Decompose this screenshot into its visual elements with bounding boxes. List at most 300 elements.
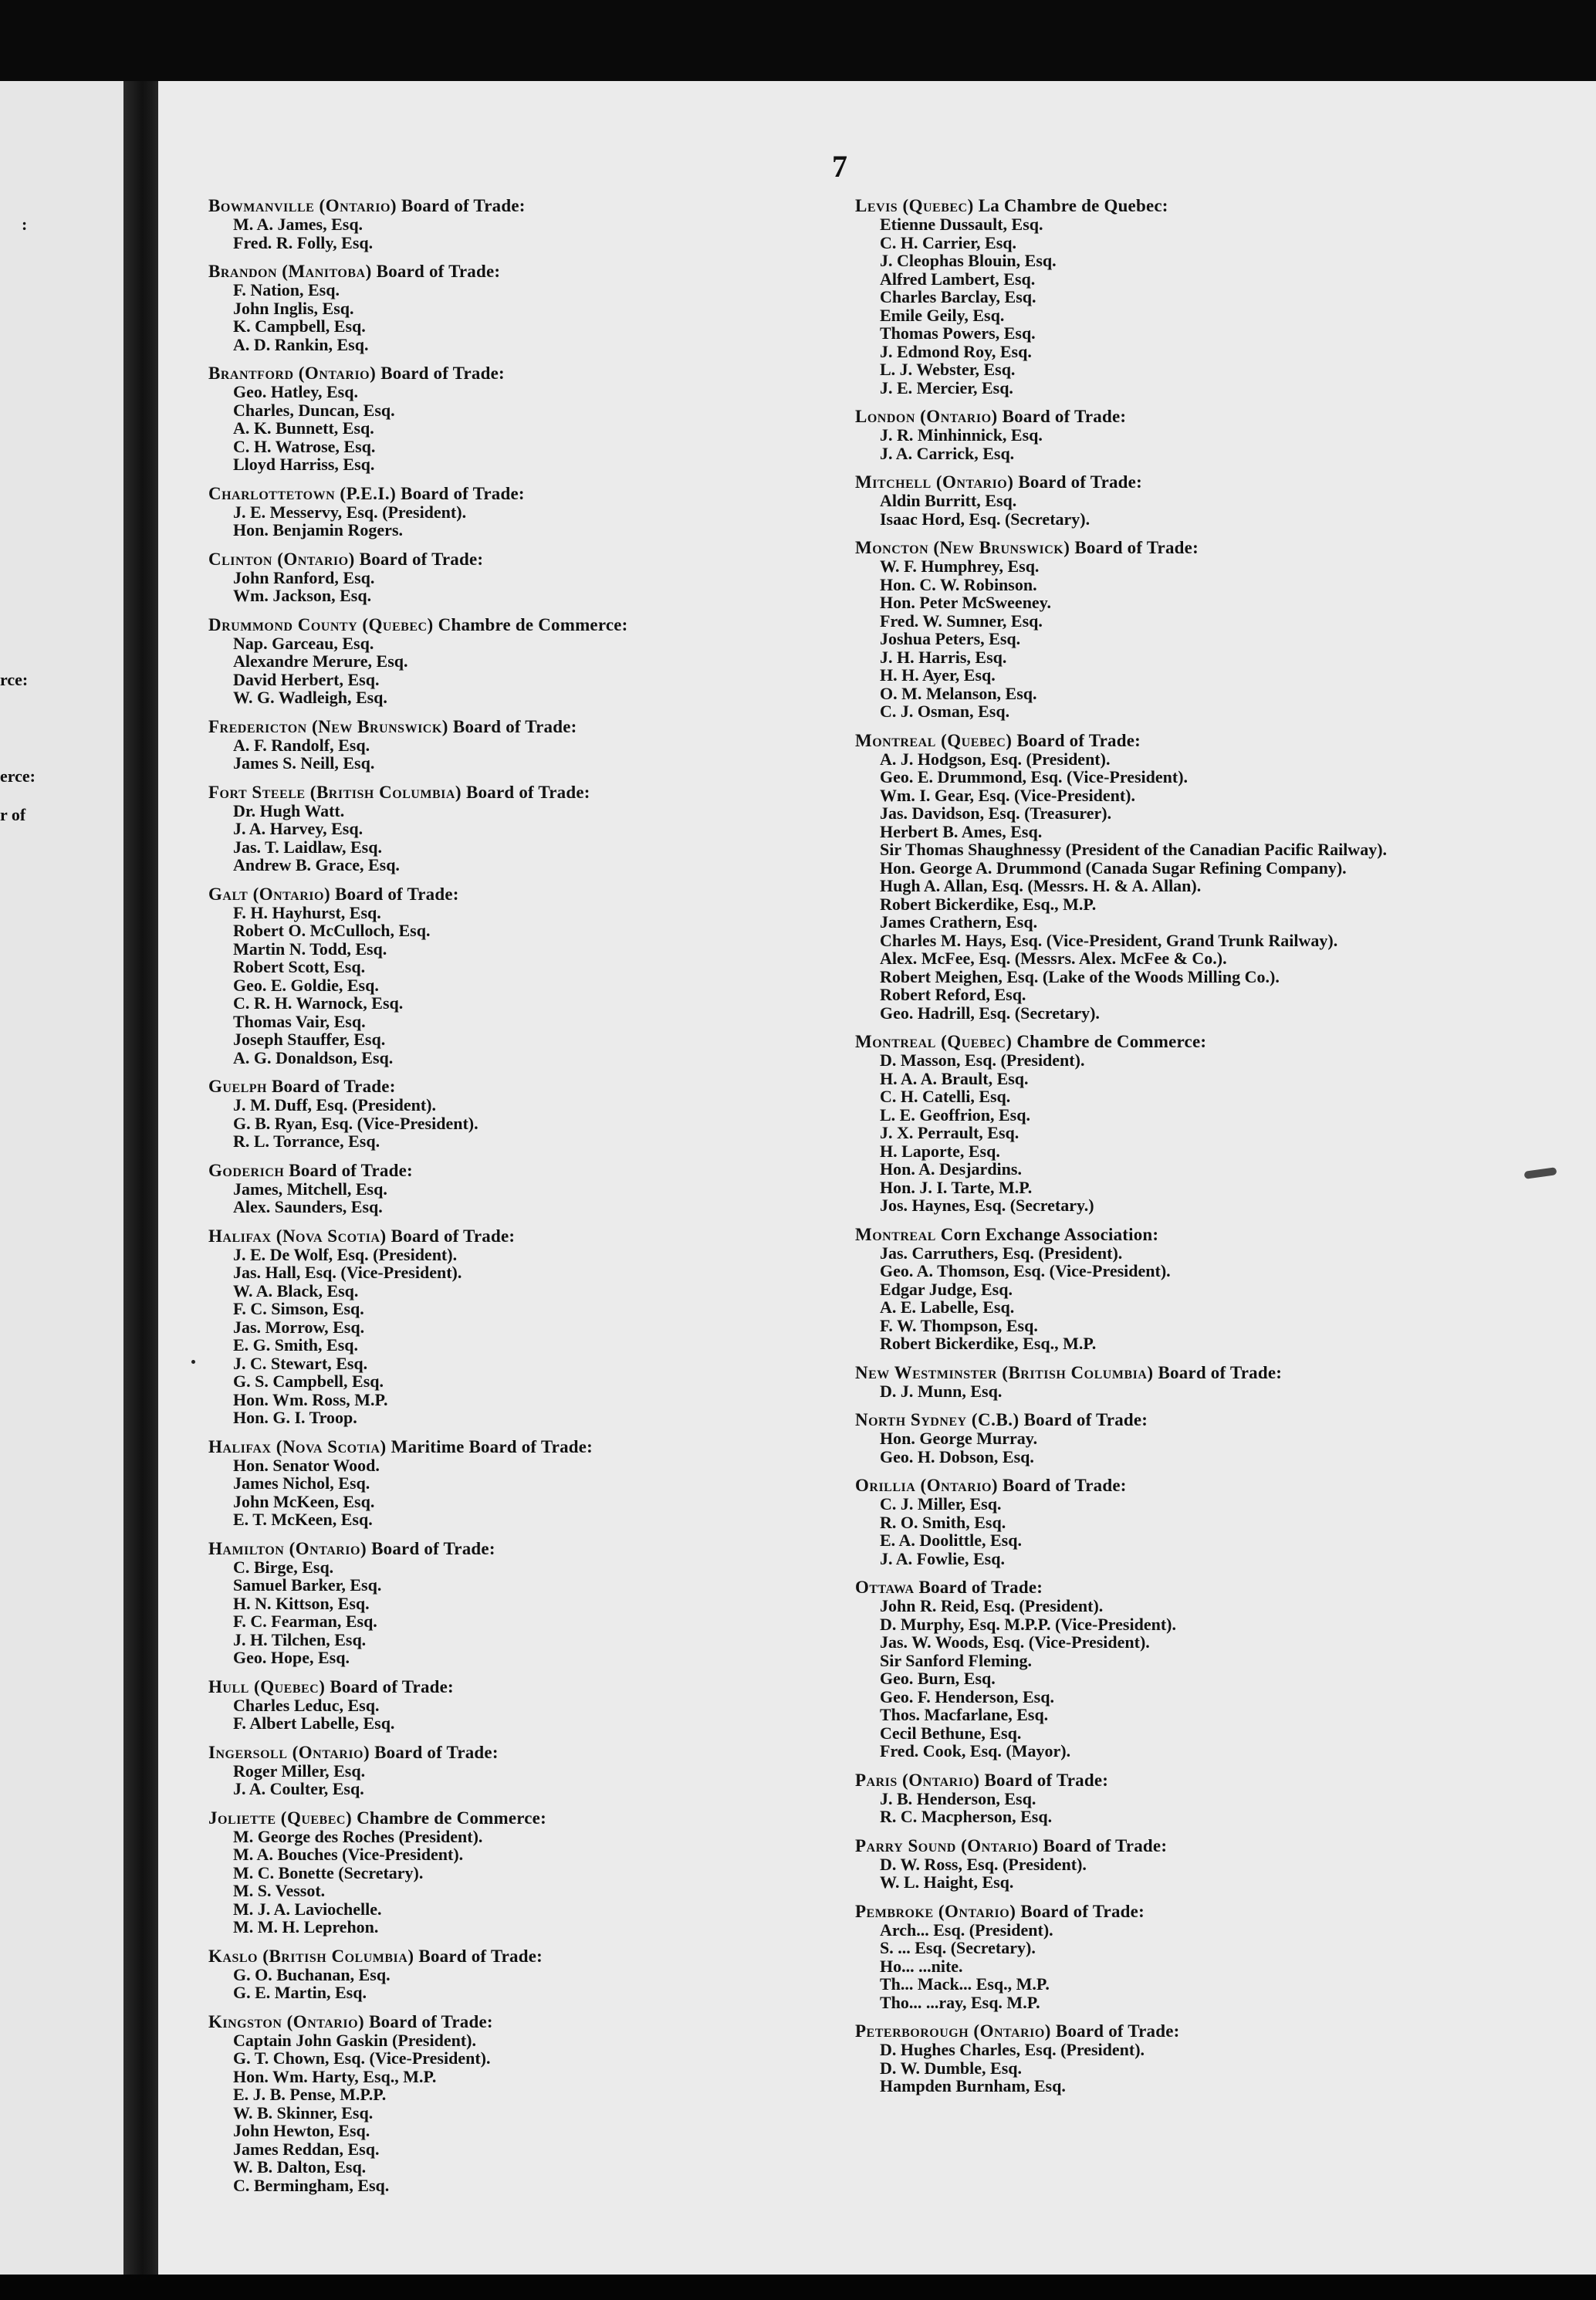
board-type: Board of Trade: — [1050, 2021, 1180, 2041]
board-entry — [208, 1809, 888, 1936]
member-name: M. A. Bouches (Vice-President). — [233, 1845, 464, 1864]
member-name: J. C. Stewart, Esq. — [233, 1353, 368, 1373]
board-heading — [208, 2013, 888, 2031]
board-city: Moncton (New Brunswick) — [855, 538, 1070, 557]
board-entry — [855, 1033, 1550, 1215]
member-name: D. W. Ross, Esq. (President). — [880, 1854, 1087, 1874]
member-name: S. ... Esq. (Secretary). — [880, 1938, 1036, 1957]
member-name: Robert Bickerdike, Esq., M.P. — [880, 894, 1097, 914]
board-heading — [208, 197, 888, 215]
member-name: C. Bermingham, Esq. — [233, 2175, 390, 2195]
member-name: A. G. Donaldson, Esq. — [233, 1047, 394, 1067]
member-name: Hampden Burnham, Esq. — [880, 2076, 1066, 2095]
board-type: Board of Trade: — [914, 1578, 1043, 1597]
member-name: D. Masson, Esq. (President). — [880, 1050, 1085, 1070]
board-entry — [208, 885, 888, 1067]
board-entry — [855, 1364, 1550, 1401]
board-type: Board of Trade: — [1012, 730, 1141, 750]
member-name: Th... Mack... Esq., M.P. — [880, 1974, 1050, 1994]
board-entry — [208, 1162, 888, 1216]
board-city: Guelph — [208, 1077, 268, 1096]
board-heading — [208, 485, 888, 503]
board-heading — [208, 1947, 888, 1966]
board-entry — [208, 2013, 888, 2195]
member-name: Robert Meighen, Esq. (Lake of the Woods Milling Co.). — [880, 966, 1280, 986]
ink-dot — [191, 1360, 195, 1364]
member-name: David Herbert, Esq. — [233, 669, 380, 689]
board-type: Board of Trade: — [979, 1770, 1109, 1790]
member-name: H. Laporte, Esq. — [880, 1141, 1000, 1161]
board-heading — [855, 2022, 1550, 2041]
board-heading — [855, 1837, 1550, 1855]
board-city: Clinton (Ontario) — [208, 549, 355, 569]
member-name: W. G. Wadleigh, Esq. — [233, 688, 387, 707]
member-name: Jas. Morrow, Esq. — [233, 1317, 365, 1337]
board-heading — [855, 732, 1550, 750]
member-name: Roger Miller, Esq. — [233, 1761, 366, 1781]
board-city: Ottawa — [855, 1578, 915, 1597]
board-entry — [208, 197, 888, 252]
member-name: Charles Leduc, Esq. — [233, 1695, 380, 1715]
board-heading — [208, 1438, 888, 1456]
board-entry — [855, 1903, 1550, 2012]
board-type: Board of Trade: — [414, 1946, 543, 1966]
member-name: M. C. Bonette (Secretary). — [233, 1862, 424, 1882]
board-entry — [855, 473, 1550, 528]
member-name: Hugh A. Allan, Esq. (Messrs. H. & A. Allan). — [880, 876, 1202, 895]
board-entry — [855, 1411, 1550, 1466]
member-name: Hon. George A. Drummond (Canada Sugar Refining Company). — [880, 857, 1347, 878]
board-city: Orillia (Ontario) — [855, 1476, 999, 1495]
board-type: Board of Trade: — [397, 196, 526, 215]
member-name: Aldin Burritt, Esq. — [880, 491, 1017, 510]
member-name: G. B. Ryan, Esq. (Vice-President). — [233, 1113, 478, 1133]
board-city: Kingston (Ontario) — [208, 2011, 365, 2031]
previous-page-fragment: r of — [0, 805, 26, 824]
board-city: Hull (Quebec) — [208, 1676, 326, 1696]
member-name: H. A. A. Brault, Esq. — [880, 1068, 1029, 1088]
member-name: D. W. Dumble, Esq. — [880, 2058, 1023, 2078]
previous-page-edge — [0, 81, 130, 2275]
member-name: J. A. Carrick, Esq. — [880, 443, 1015, 463]
member-name: Geo. Hadrill, Esq. (Secretary). — [880, 1003, 1100, 1023]
member-name: Etienne Dussault, Esq. — [880, 215, 1043, 234]
board-city: Galt (Ontario) — [208, 884, 331, 904]
board-heading — [208, 1227, 888, 1246]
member-name: J. H. Harris, Esq. — [880, 647, 1007, 667]
member-name: John McKeen, Esq. — [233, 1491, 375, 1511]
board-type: Board of Trade: — [370, 1742, 499, 1762]
board-heading — [855, 1578, 1550, 1597]
board-type: Board of Trade: — [267, 1077, 396, 1096]
member-name: J. A. Harvey, Esq. — [233, 819, 363, 838]
member-name: Thos. Macfarlane, Esq. — [880, 1705, 1049, 1724]
member-name: Joseph Stauffer, Esq. — [233, 1030, 386, 1049]
board-type: Board of Trade: — [371, 262, 501, 281]
member-name: Fred. R. Folly, Esq. — [233, 232, 374, 252]
member-name: F. Albert Labelle, Esq. — [233, 1713, 395, 1733]
member-name: W. B. Skinner, Esq. — [233, 2102, 374, 2122]
member-name: W. A. Black, Esq. — [233, 1280, 359, 1301]
member-name: A. F. Randolf, Esq. — [233, 735, 370, 755]
member-name: Ho... ...nite. — [880, 1956, 963, 1976]
member-name: Fred. W. Sumner, Esq. — [880, 611, 1043, 631]
board-entry — [855, 732, 1550, 1023]
member-name: Geo. F. Henderson, Esq. — [880, 1686, 1054, 1706]
member-name: James Nichol, Esq. — [233, 1473, 370, 1493]
member-name: Hon. A. Desjardins. — [880, 1159, 1022, 1179]
member-name: Nap. Garceau, Esq. — [233, 633, 374, 653]
member-name: C. H. Carrier, Esq. — [880, 232, 1017, 252]
board-entry — [208, 485, 888, 539]
member-name: Geo. Hope, Esq. — [233, 1648, 350, 1667]
board-heading — [208, 1678, 888, 1696]
member-name: James, Mitchell, Esq. — [233, 1179, 387, 1199]
board-city: Pembroke (Ontario) — [855, 1901, 1016, 1921]
board-entry — [855, 539, 1550, 721]
member-name: Jas. Carruthers, Esq. (President). — [880, 1243, 1123, 1263]
board-type: Board of Trade: — [354, 549, 484, 569]
board-heading — [855, 1476, 1550, 1495]
member-name: A. E. Labelle, Esq. — [880, 1297, 1015, 1317]
member-name: H. N. Kittson, Esq. — [233, 1593, 370, 1613]
board-city: Montreal — [855, 1224, 936, 1244]
member-name: Edgar Judge, Esq. — [880, 1279, 1013, 1299]
member-name: W. B. Dalton, Esq. — [233, 2157, 367, 2177]
member-name: Arch... Esq. (President). — [880, 1919, 1053, 1940]
member-name: Alexandre Merure, Esq. — [233, 651, 408, 671]
member-name: John Inglis, Esq. — [233, 298, 354, 318]
board-city: Brantford (Ontario) — [208, 364, 377, 383]
member-name: J. Cleophas Blouin, Esq. — [880, 251, 1057, 270]
member-name: E. T. McKeen, Esq. — [233, 1510, 373, 1529]
previous-page-fragment: erce: — [0, 766, 36, 786]
board-entry — [208, 1678, 888, 1733]
member-name: E. A. Doolittle, Esq. — [880, 1531, 1022, 1550]
member-name: Jas. T. Laidlaw, Esq. — [233, 837, 382, 857]
member-name: R. O. Smith, Esq. — [880, 1512, 1006, 1532]
board-entry — [855, 1226, 1550, 1353]
board-type: Board of Trade: — [997, 407, 1127, 426]
board-type: Board of Trade: — [376, 364, 505, 383]
member-name: Martin N. Todd, Esq. — [233, 939, 387, 959]
board-entry — [208, 783, 888, 874]
board-entry — [208, 1744, 888, 1798]
member-name: James S. Neill, Esq. — [233, 753, 375, 773]
member-name: M. A. James, Esq. — [233, 215, 363, 234]
member-name: H. H. Ayer, Esq. — [880, 665, 996, 685]
member-name: Dr. Hugh Watt. — [233, 800, 345, 820]
board-type: La Chambre de Quebec: — [973, 196, 1168, 215]
board-city: Levis (Quebec) — [855, 196, 974, 215]
board-city: Peterborough (Ontario) — [855, 2021, 1051, 2041]
previous-page-fragment: : — [22, 215, 28, 234]
member-name: A. K. Bunnett, Esq. — [233, 418, 374, 438]
member-name: C. H. Catelli, Esq. — [880, 1087, 1011, 1106]
member-name: Alex. Saunders, Esq. — [233, 1197, 383, 1216]
member-name: Geo. E. Drummond, Esq. (Vice-President). — [880, 767, 1189, 786]
member-name: G. S. Campbell, Esq. — [233, 1372, 384, 1391]
member-name: J. H. Tilchen, Esq. — [233, 1629, 367, 1649]
member-name: Hon. C. W. Robinson. — [880, 574, 1037, 594]
board-city: Paris (Ontario) — [855, 1770, 980, 1790]
member-name: R. L. Torrance, Esq. — [233, 1131, 380, 1151]
member-name: J. M. Duff, Esq. (President). — [233, 1095, 436, 1114]
board-type: Chambre de Commerce: — [433, 614, 628, 634]
board-heading — [208, 364, 888, 383]
member-name: Samuel Barker, Esq. — [233, 1575, 382, 1595]
member-name: Lloyd Harriss, Esq. — [233, 455, 375, 474]
board-type: Board of Trade: — [1038, 1835, 1168, 1855]
board-type: Board of Trade: — [448, 716, 577, 736]
board-type: Board of Trade: — [1070, 538, 1199, 557]
board-city: Kaslo (British Columbia) — [208, 1946, 414, 1966]
board-type: Board of Trade: — [998, 1476, 1127, 1495]
member-name: F. C. Simson, Esq. — [233, 1299, 364, 1318]
member-name: A. J. Hodgson, Esq. (President). — [880, 749, 1111, 769]
member-name: Geo. Hatley, Esq. — [233, 382, 358, 401]
board-type: Board of Trade: — [1013, 472, 1142, 492]
board-city: Joliette (Quebec) — [208, 1808, 353, 1828]
member-name: Robert Scott, Esq. — [233, 957, 366, 976]
member-name: John Ranford, Esq. — [233, 567, 375, 587]
board-heading — [855, 1411, 1550, 1429]
member-name: Geo. A. Thomson, Esq. (Vice-President). — [880, 1261, 1171, 1280]
board-city: Fort Steele (British Columbia) — [208, 782, 462, 802]
member-name: L. J. Webster, Esq. — [880, 360, 1016, 379]
member-name: M. S. Vessot. — [233, 1881, 326, 1900]
member-name: J. E. De Wolf, Esq. (President). — [233, 1244, 458, 1264]
member-name: G. T. Chown, Esq. (Vice-President). — [233, 2048, 491, 2068]
member-name: J. X. Perrault, Esq. — [880, 1123, 1019, 1142]
member-name: Charles Barclay, Esq. — [880, 287, 1036, 306]
board-heading — [208, 1162, 888, 1180]
board-entry — [208, 718, 888, 773]
member-name: M. George des Roches (President). — [233, 1826, 483, 1846]
member-name: Alex. McFee, Esq. (Messrs. Alex. McFee & Co.). — [880, 949, 1227, 968]
member-name: Hon. Wm. Harty, Esq., M.P. — [233, 2066, 437, 2086]
board-heading — [208, 1077, 888, 1096]
board-type: Board of Trade: — [364, 2011, 493, 2031]
board-city: New Westminster (British Columbia) — [855, 1362, 1154, 1382]
member-name: K. Campbell, Esq. — [233, 316, 366, 336]
board-city: London (Ontario) — [855, 407, 998, 426]
member-name: Hon. George Murray. — [880, 1429, 1038, 1448]
member-name: C. J. Miller, Esq. — [880, 1494, 1002, 1514]
member-name: Charles M. Hays, Esq. (Vice-President, Grand Trunk Railway). — [880, 930, 1338, 950]
member-name: Hon. J. I. Tarte, M.P. — [880, 1177, 1033, 1197]
board-heading — [855, 1364, 1550, 1382]
left-column — [208, 197, 888, 2205]
board-entry — [208, 616, 888, 707]
member-name: J. R. Minhinnick, Esq. — [880, 425, 1043, 445]
board-type: Board of Trade: — [386, 1226, 516, 1246]
board-city: Drummond County (Quebec) — [208, 614, 434, 634]
member-name: E. J. B. Pense, M.P.P. — [233, 2085, 387, 2104]
member-name: Jas. Hall, Esq. (Vice-President). — [233, 1263, 462, 1282]
member-name: G. O. Buchanan, Esq. — [233, 1964, 391, 1984]
board-entry — [855, 408, 1550, 462]
member-name: F. C. Fearman, Esq. — [233, 1612, 377, 1631]
member-name: C. R. H. Warnock, Esq. — [233, 993, 404, 1013]
member-name: Jas. Davidson, Esq. (Treasurer). — [880, 803, 1112, 823]
right-column — [855, 197, 1550, 2106]
member-name: Charles, Duncan, Esq. — [233, 400, 395, 420]
board-heading — [208, 1540, 888, 1558]
member-name: W. L. Haight, Esq. — [880, 1872, 1014, 1892]
board-type: Board of Trade: — [1153, 1362, 1283, 1382]
member-name: F. W. Thompson, Esq. — [880, 1315, 1038, 1335]
board-city: North Sydney (C.B.) — [855, 1410, 1019, 1429]
member-name: Geo. E. Goldie, Esq. — [233, 975, 379, 995]
board-city: Brandon (Manitoba) — [208, 262, 372, 281]
board-type: Board of Trade: — [367, 1538, 495, 1558]
member-name: D. Hughes Charles, Esq. (President). — [880, 2040, 1145, 2059]
member-name: Wm. Jackson, Esq. — [233, 586, 372, 605]
board-type: Chambre de Commerce: — [352, 1808, 546, 1828]
scan-border — [0, 2275, 1596, 2300]
board-heading — [208, 1744, 888, 1762]
member-name: Geo. H. Dobson, Esq. — [880, 1446, 1034, 1466]
member-name: Tho... ...ray, Esq. M.P. — [880, 1992, 1040, 2012]
member-name: Thomas Powers, Esq. — [880, 323, 1036, 343]
board-city: Bowmanville (Ontario) — [208, 196, 397, 215]
board-entry — [208, 1438, 888, 1529]
board-heading — [855, 1033, 1550, 1051]
board-entry — [208, 1540, 888, 1667]
board-entry — [208, 1227, 888, 1427]
member-name: Hon. Benjamin Rogers. — [233, 520, 403, 539]
member-name: J. A. Fowlie, Esq. — [880, 1548, 1005, 1568]
board-type: Maritime Board of Trade: — [386, 1436, 593, 1456]
member-name: W. F. Humphrey, Esq. — [880, 556, 1040, 576]
member-name: E. G. Smith, Esq. — [233, 1335, 358, 1355]
board-heading — [855, 197, 1550, 215]
member-name: Thomas Vair, Esq. — [233, 1011, 366, 1031]
member-name: J. B. Henderson, Esq. — [880, 1788, 1036, 1808]
member-name: M. M. H. Leprehon. — [233, 1917, 379, 1936]
board-entry — [855, 1837, 1550, 1892]
board-city: Mitchell (Ontario) — [855, 472, 1014, 492]
page-number: 7 — [832, 149, 847, 184]
member-name: F. Nation, Esq. — [233, 280, 340, 299]
board-entry — [208, 1947, 888, 2002]
board-type: Board of Trade: — [462, 782, 590, 802]
board-city: Ingersoll (Ontario) — [208, 1742, 370, 1762]
board-city: Charlottetown (P.E.I.) — [208, 483, 397, 503]
member-name: A. D. Rankin, Esq. — [233, 334, 369, 354]
board-entry — [208, 262, 888, 353]
member-name: Alfred Lambert, Esq. — [880, 269, 1036, 289]
previous-page-fragment: rce: — [0, 670, 29, 689]
board-heading — [208, 718, 888, 736]
board-heading — [855, 408, 1550, 426]
member-name: Jos. Haynes, Esq. (Secretary.) — [880, 1196, 1094, 1215]
member-name: Hon. Wm. Ross, M.P. — [233, 1389, 388, 1409]
board-city: Parry Sound (Ontario) — [855, 1835, 1039, 1855]
member-name: Andrew B. Grace, Esq. — [233, 855, 400, 874]
board-city: Fredericton (New Brunswick) — [208, 716, 448, 736]
member-name: J. E. Mercier, Esq. — [880, 377, 1013, 397]
member-name: Robert Reford, Esq. — [880, 985, 1026, 1004]
board-heading — [208, 616, 888, 634]
member-name: L. E. Geoffrion, Esq. — [880, 1104, 1030, 1125]
member-name: Sir Sanford Fleming. — [880, 1650, 1033, 1670]
board-city: Halifax (Nova Scotia) — [208, 1436, 387, 1456]
board-heading — [855, 1903, 1550, 1921]
board-heading — [208, 783, 888, 802]
board-entry — [208, 550, 888, 605]
board-type: Board of Trade: — [1016, 1901, 1145, 1921]
member-name: James Crathern, Esq. — [880, 912, 1038, 932]
board-heading — [208, 885, 888, 904]
member-name: C. Birge, Esq. — [233, 1557, 334, 1577]
board-heading — [855, 539, 1550, 557]
board-entry — [208, 364, 888, 474]
board-entry — [855, 197, 1550, 397]
board-entry — [208, 1077, 888, 1151]
board-type: Board of Trade: — [325, 1676, 454, 1696]
board-type: Board of Trade: — [330, 884, 459, 904]
board-entry — [855, 2022, 1550, 2095]
member-name: Hon. Senator Wood. — [233, 1455, 380, 1475]
member-name: Hon. G. I. Troop. — [233, 1408, 357, 1427]
member-name: Wm. I. Gear, Esq. (Vice-President). — [880, 785, 1135, 805]
member-name: J. Edmond Roy, Esq. — [880, 341, 1032, 361]
member-name: O. M. Melanson, Esq. — [880, 683, 1037, 703]
member-name: C. J. Osman, Esq. — [880, 702, 1010, 721]
board-entry — [855, 1476, 1550, 1568]
member-name: James Reddan, Esq. — [233, 2139, 380, 2159]
board-city: Halifax (Nova Scotia) — [208, 1226, 387, 1246]
member-name: Isaac Hord, Esq. (Secretary). — [880, 509, 1090, 529]
board-heading — [855, 473, 1550, 492]
member-name: Jas. W. Woods, Esq. (Vice-President). — [880, 1632, 1150, 1652]
member-name: D. Murphy, Esq. M.P.P. (Vice-President). — [880, 1614, 1176, 1634]
board-heading — [208, 1809, 888, 1828]
member-name: Fred. Cook, Esq. (Mayor). — [880, 1741, 1071, 1761]
member-name: John R. Reid, Esq. (President). — [880, 1596, 1104, 1615]
member-name: G. E. Martin, Esq. — [233, 1983, 367, 2002]
board-type: Board of Trade: — [396, 483, 525, 503]
member-name: J. A. Coulter, Esq. — [233, 1779, 364, 1798]
member-name: Captain John Gaskin (President). — [233, 2030, 476, 2050]
member-name: Geo. Burn, Esq. — [880, 1669, 996, 1688]
board-heading — [208, 550, 888, 569]
board-city: Hamilton (Ontario) — [208, 1538, 367, 1558]
member-name: Hon. Peter McSweeney. — [880, 593, 1051, 612]
member-name: Robert O. McCulloch, Esq. — [233, 921, 431, 940]
board-entry — [855, 1771, 1550, 1826]
board-type: Board of Trade: — [284, 1160, 413, 1180]
member-name: F. H. Hayhurst, Esq. — [233, 902, 381, 922]
board-type: Corn Exchange Association: — [935, 1224, 1159, 1244]
member-name: J. E. Messervy, Esq. (President). — [233, 502, 467, 522]
member-name: Sir Thomas Shaughnessy (President of the Canadian Pacific Railway). — [880, 840, 1388, 859]
board-type: Board of Trade: — [1019, 1410, 1148, 1429]
member-name: Herbert B. Ames, Esq. — [880, 821, 1043, 841]
member-name: Robert Bickerdike, Esq., M.P. — [880, 1334, 1097, 1353]
member-name: Cecil Bethune, Esq. — [880, 1723, 1022, 1743]
member-name: Joshua Peters, Esq. — [880, 629, 1021, 648]
member-name: M. J. A. Laviochelle. — [233, 1899, 382, 1919]
board-entry — [855, 1578, 1550, 1761]
member-name: C. H. Watrose, Esq. — [233, 436, 376, 456]
board-city: Montreal (Quebec) — [855, 1032, 1013, 1051]
board-city: Montreal (Quebec) — [855, 730, 1013, 750]
member-name: D. J. Munn, Esq. — [880, 1381, 1003, 1401]
board-heading — [855, 1771, 1550, 1790]
